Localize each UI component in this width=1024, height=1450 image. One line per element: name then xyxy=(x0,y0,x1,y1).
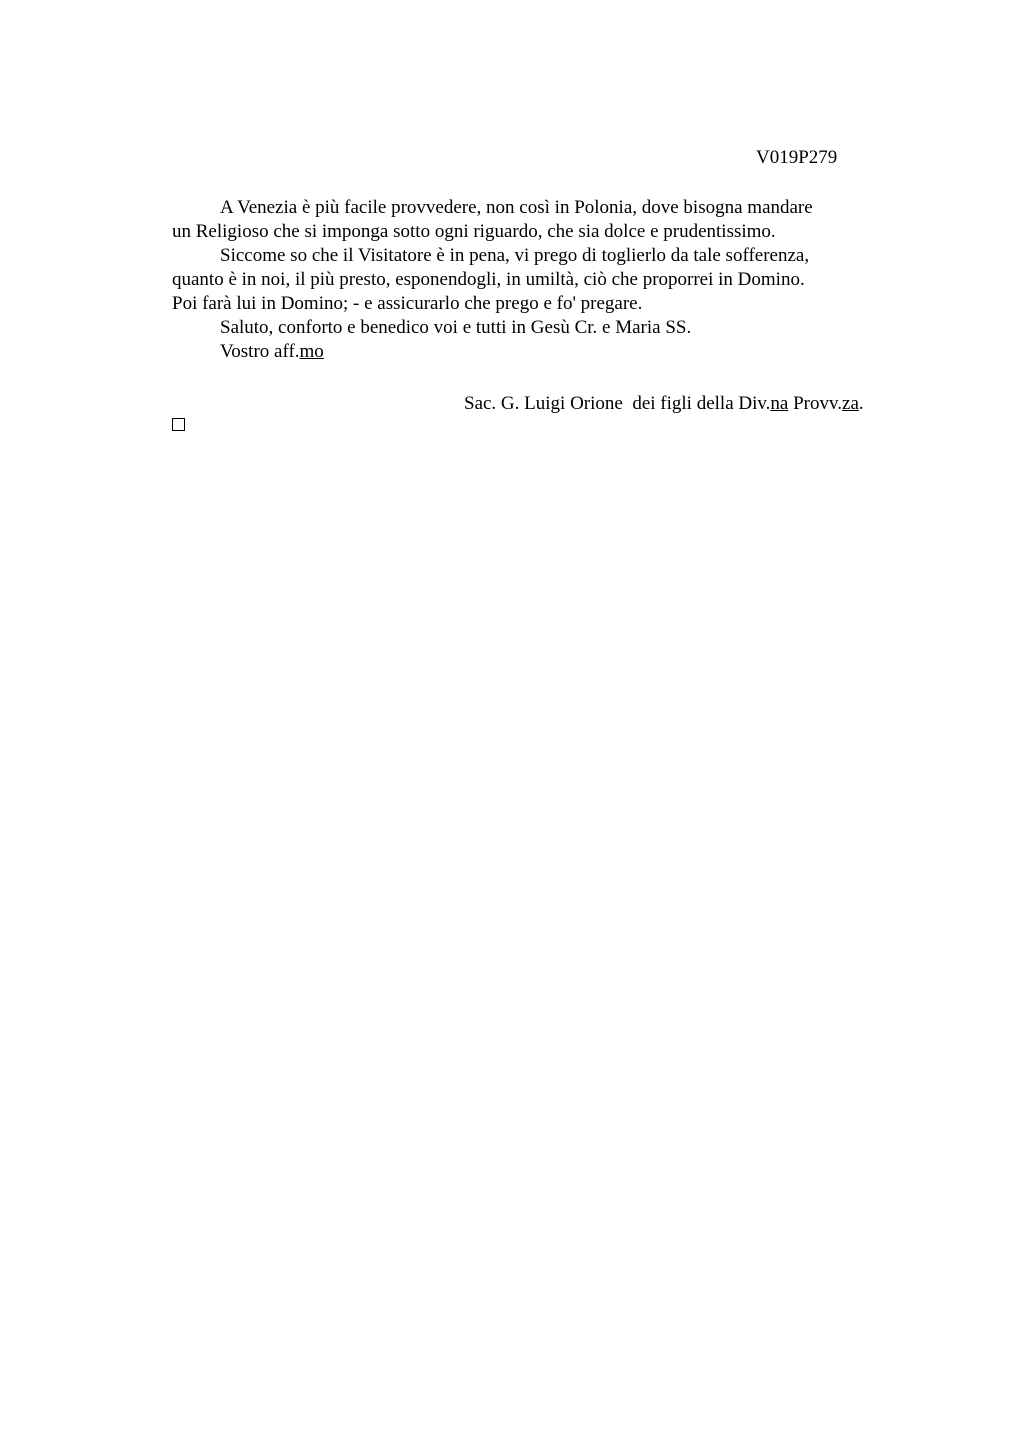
signature-text-a: Sac. G. Luigi Orione dei figli della Div. xyxy=(464,393,771,414)
closing-line xyxy=(172,340,872,364)
signature-text-c: . xyxy=(858,393,864,414)
paragraph-2-line-3: Poi farà lui in Domino; - e assicurarlo che prego e fo' pregare. xyxy=(172,293,643,314)
signature xyxy=(464,392,864,416)
signature-text-b: Provv. xyxy=(788,393,843,414)
paragraph-2-line-2: quanto è in noi, il più presto, esponendogli, in umiltà, ciò che proporrei in Domino. xyxy=(172,269,805,290)
paragraph-1-line-1: A Venezia è più facile provvedere, non così in Polonia, dove bisogna mandare xyxy=(220,197,813,218)
paragraph-3-line-1: Saluto, conforto e benedico voi e tutti in Gesù Cr. e Maria SS. xyxy=(220,317,692,338)
signature-abbrev-2: za xyxy=(842,393,859,414)
empty-square-icon xyxy=(172,418,185,431)
closing-prefix: Vostro aff. xyxy=(220,341,300,362)
signature-abbrev-1: na xyxy=(770,393,789,414)
letter-body xyxy=(172,196,872,364)
page-code: V019P279 xyxy=(756,147,838,168)
closing-abbreviation: mo xyxy=(299,341,324,362)
paragraph-2-line-1: Siccome so che il Visitatore è in pena, vi prego di toglierlo da tale sofferenza, xyxy=(220,245,810,266)
paragraph-1-line-2: un Religioso che si imponga sotto ogni riguardo, che sia dolce e prudentissimo. xyxy=(172,221,776,242)
